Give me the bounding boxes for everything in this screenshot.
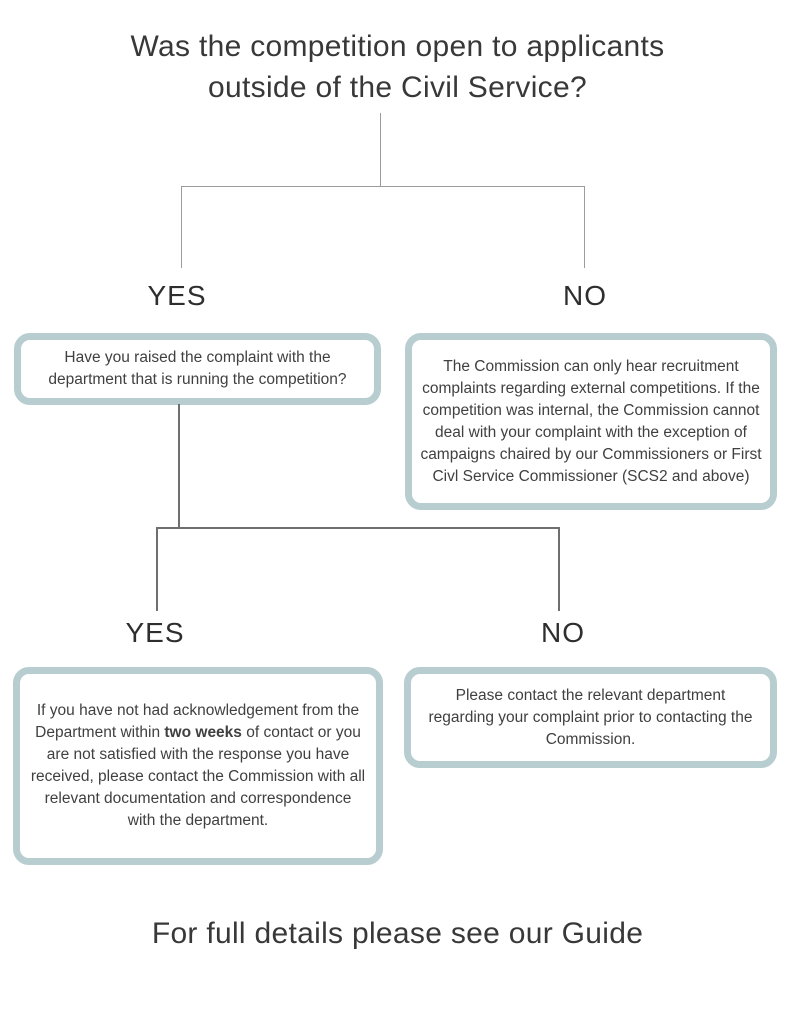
branch2-yes-label: YES [125, 617, 185, 648]
connector-yesbox-stem [178, 404, 180, 527]
branch1-yes-label: YES [147, 280, 207, 311]
connector-root-stem [380, 113, 381, 186]
footer-note: For full details please see our Guide [151, 917, 644, 950]
branch2-yes-box-text-post: of contact or you are not satisfied with the response you have received, please contact the Commission with all relevant documentation and correspondence with the department. [30, 724, 366, 829]
page-title-line1: Was the competition open to applicants [130, 30, 665, 63]
branch1-yes-box [14, 333, 381, 405]
branch2-yes-box-text-bold: two weeks [164, 724, 242, 741]
connector-level2-no-drop [558, 527, 560, 611]
page-title [0, 26, 795, 108]
branch2-no-box-text: Please contact the relevant department regarding your complaint prior to contacting the Commission. [428, 686, 753, 748]
branch1-yes-box-text: Have you raised the complaint with the department that is running the competition? [48, 349, 347, 388]
branch2-yes-box [13, 667, 383, 865]
branch2-no-label: NO [541, 617, 585, 648]
branch2-no-box [404, 667, 777, 768]
branch1-no-box-text: The Commission can only hear recruitment complaints regarding external competitions. If the competition was internal, the Commission cannot deal with your complaint with the exception of campaigns chaired by our Commissioners or First Civl Service Commissioner (SCS2 and above) [420, 357, 762, 485]
connector-level1-yes-drop [181, 186, 182, 268]
connector-level1-no-drop [584, 186, 585, 268]
branch2-yes-box-text-pre: If you have not had acknowledgement from the Department within [35, 702, 360, 741]
branch1-no-box [405, 333, 777, 510]
connector-level2-yes-drop [156, 527, 158, 611]
connector-level1-horizontal [181, 186, 585, 187]
connector-level2-horizontal [156, 527, 560, 529]
branch2-yes-box-text [30, 700, 366, 832]
page-title-line2: outside of the Civil Service? [208, 71, 587, 104]
branch1-no-label: NO [563, 280, 607, 311]
